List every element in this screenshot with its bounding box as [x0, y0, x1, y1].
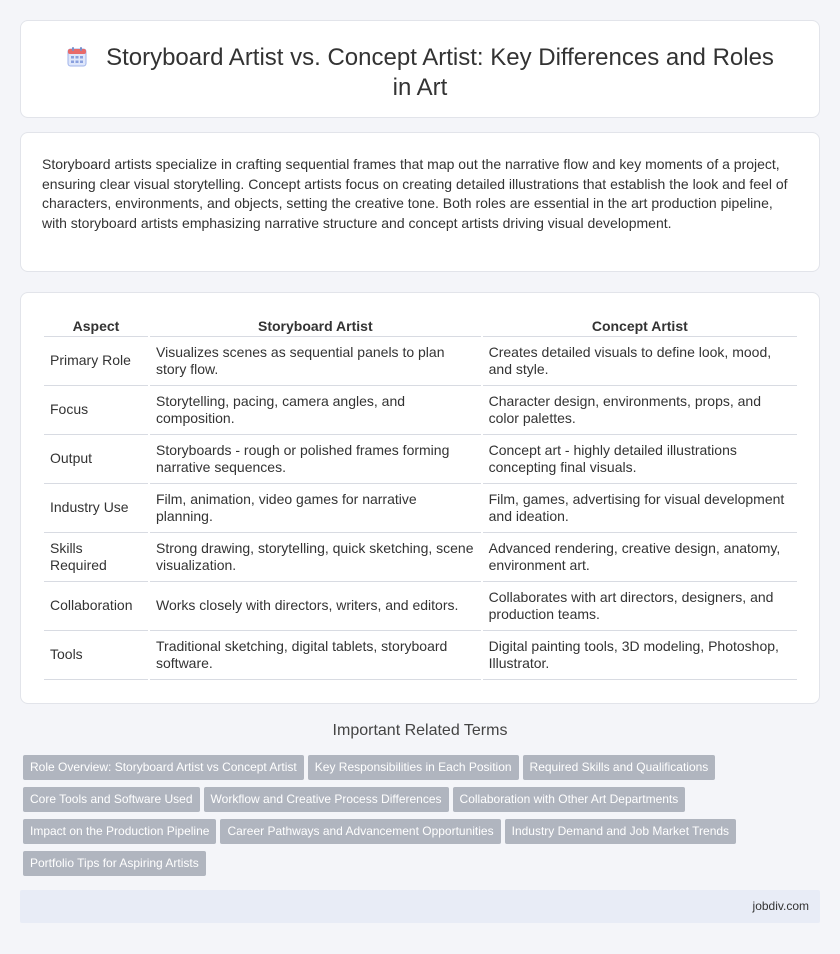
related-term-tag[interactable]: Impact on the Production Pipeline	[23, 819, 216, 844]
related-terms-title: Important Related Terms	[332, 722, 508, 739]
row-storyboard: Film, animation, video games for narrative planning.	[150, 484, 481, 533]
page-title	[21, 43, 819, 103]
row-storyboard: Strong drawing, storytelling, quick sketching, scene visualization.	[150, 533, 481, 582]
row-concept: Film, games, advertising for visual development and ideation.	[483, 484, 797, 533]
row-storyboard: Works closely with directors, writers, and editors.	[150, 582, 481, 631]
related-term-tag[interactable]: Required Skills and Qualifications	[523, 755, 716, 780]
table-row	[44, 337, 797, 386]
table-row	[44, 386, 797, 435]
row-aspect: Focus	[44, 386, 148, 435]
row-concept: Digital painting tools, 3D modeling, Photoshop, Illustrator.	[483, 631, 797, 680]
related-term-tag[interactable]: Workflow and Creative Process Differences	[204, 787, 449, 812]
row-storyboard: Traditional sketching, digital tablets, storyboard software.	[150, 631, 481, 680]
header-aspect: Aspect	[44, 315, 148, 337]
row-aspect: Tools	[44, 631, 148, 680]
row-aspect: Primary Role	[44, 337, 148, 386]
row-storyboard: Visualizes scenes as sequential panels to plan story flow.	[150, 337, 481, 386]
row-aspect: Skills Required	[44, 533, 148, 582]
table-row	[44, 631, 797, 680]
row-aspect: Output	[44, 435, 148, 484]
row-aspect: Collaboration	[44, 582, 148, 631]
comparison-table	[42, 315, 799, 680]
related-term-tag[interactable]: Portfolio Tips for Aspiring Artists	[23, 851, 206, 876]
comparison-card	[20, 292, 820, 704]
related-term-tag[interactable]: Role Overview: Storyboard Artist vs Concept Artist	[23, 755, 304, 780]
related-term-tag[interactable]: Key Responsibilities in Each Position	[308, 755, 519, 780]
row-concept: Character design, environments, props, and color palettes.	[483, 386, 797, 435]
related-term-tag[interactable]: Core Tools and Software Used	[23, 787, 200, 812]
related-term-tag[interactable]: Career Pathways and Advancement Opportunities	[220, 819, 500, 844]
footer-site-link[interactable]: jobdiv.com	[752, 899, 809, 913]
row-storyboard: Storytelling, pacing, camera angles, and composition.	[150, 386, 481, 435]
table-row	[44, 484, 797, 533]
table-row	[44, 533, 797, 582]
row-concept: Collaborates with art directors, designers, and production teams.	[483, 582, 797, 631]
row-storyboard: Storyboards - rough or polished frames forming narrative sequences.	[150, 435, 481, 484]
footer	[20, 890, 820, 923]
intro-card	[20, 132, 820, 272]
related-terms-list	[23, 755, 803, 883]
calendar-icon	[66, 46, 88, 68]
related-term-tag[interactable]: Collaboration with Other Art Departments	[453, 787, 686, 812]
header-card	[20, 20, 820, 118]
header-concept-artist: Concept Artist	[483, 315, 797, 337]
table-header-row	[44, 315, 797, 337]
page-title-text: Storyboard Artist vs. Concept Artist: Key Differences and Roles in Art	[106, 44, 774, 101]
table-row	[44, 582, 797, 631]
header-storyboard-artist: Storyboard Artist	[150, 315, 481, 337]
row-concept: Creates detailed visuals to define look, mood, and style.	[483, 337, 797, 386]
table-row	[44, 435, 797, 484]
row-concept: Concept art - highly detailed illustrations concepting final visuals.	[483, 435, 797, 484]
row-aspect: Industry Use	[44, 484, 148, 533]
related-term-tag[interactable]: Industry Demand and Job Market Trends	[505, 819, 736, 844]
intro-paragraph: Storyboard artists specialize in crafting sequential frames that map out the narrative flow and key moments of a project, ensuring clear visual storytelling. Concept artists focus on creating detailed illustrations that establish the look and feel of characters, environments, and objects, setting the creative tone. Both roles are essential in the art production pipeline, with storyboard artists emphasizing narrative structure and concept artists driving visual development.	[42, 156, 788, 231]
row-concept: Advanced rendering, creative design, anatomy, environment art.	[483, 533, 797, 582]
